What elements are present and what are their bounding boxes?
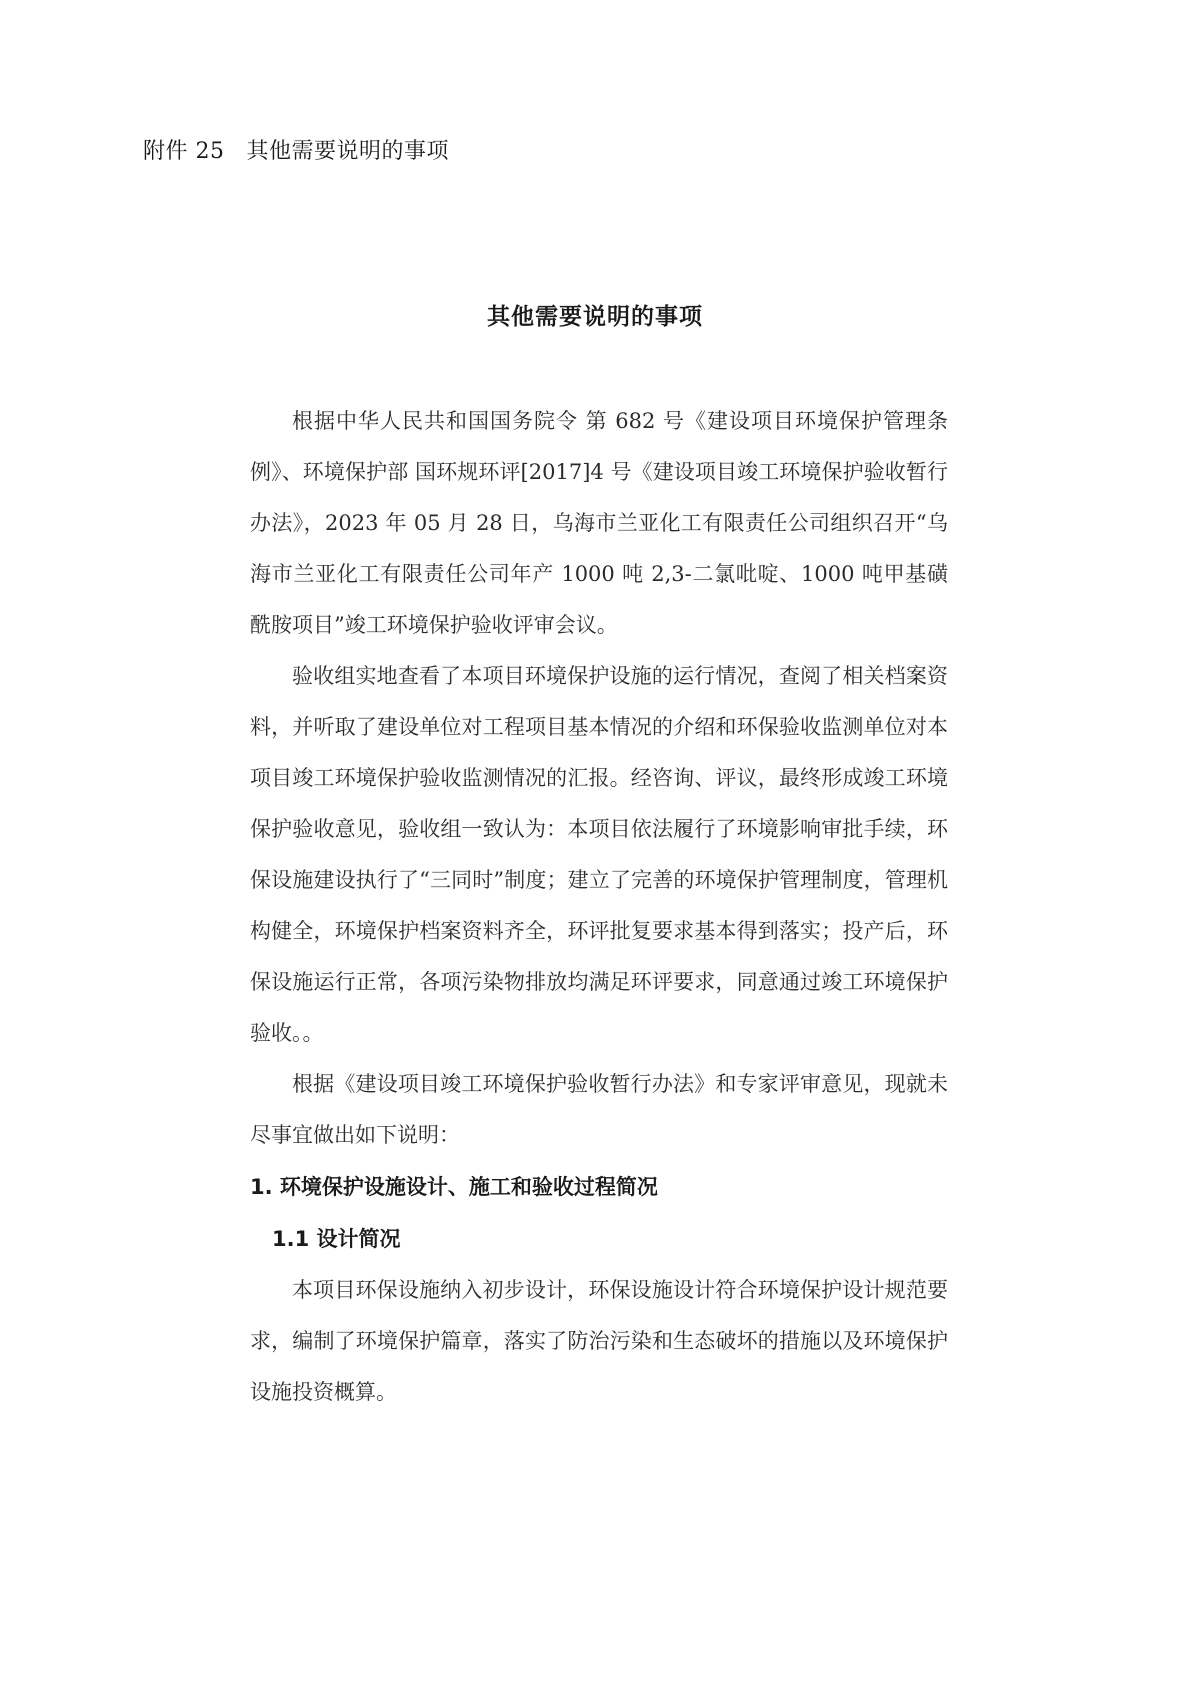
attachment-number: 附件 25 bbox=[143, 139, 225, 164]
subsection-heading-1-1: 1.1 设计简况 bbox=[272, 1227, 401, 1251]
paragraph-intro: 根据中华人民共和国国务院令 第 682 号《建设项目环境保护管理条例》、环境保护部 国环规环评[2017]4 号《建设项目竣工环境保护验收暂行办法》，2023 年 05 月 28 日，乌海市兰亚化工有限责任公司组织召开“乌海市兰亚化工有限责任公司年产 1000 吨 2,3-二氯吡啶、1000 吨甲基磺酰胺项目”竣工环境保护验收评审会议。 bbox=[250, 409, 948, 637]
document-title: 其他需要说明的事项 bbox=[487, 304, 703, 330]
paragraph-explanation: 根据《建设项目竣工环境保护验收暂行办法》和专家评审意见，现就未尽事宜做出如下说明： bbox=[250, 1072, 948, 1147]
paragraph-design-summary: 本项目环保设施纳入初步设计，环保设施设计符合环境保护设计规范要求，编制了环境保护篇章，落实了防治污染和生态破坏的措施以及环境保护设施投资概算。 bbox=[250, 1278, 948, 1404]
paragraph-acceptance: 验收组实地查看了本项目环境保护设施的运行情况，查阅了相关档案资料，并听取了建设单位对工程项目基本情况的介绍和环保验收监测单位对本项目竣工环境保护验收监测情况的汇报。经咨询、评议，最终形成竣工环境保护验收意见，验收组一致认为：本项目依法履行了环境影响审批手续，环保设施建设执行了“三同时”制度；建立了完善的环境保护管理制度，管理机构健全，环境保护档案资料齐全，环评批复要求基本得到落实；投产后，环保设施运行正常，各项污染物排放均满足环评要求，同意通过竣工环境保护验收。。 bbox=[250, 664, 948, 1045]
section-heading-1: 1. 环境保护设施设计、施工和验收过程简况 bbox=[250, 1175, 658, 1199]
attachment-title: 其他需要说明的事项 bbox=[246, 139, 450, 164]
document-body bbox=[250, 396, 948, 1418]
attachment-header bbox=[143, 136, 449, 168]
